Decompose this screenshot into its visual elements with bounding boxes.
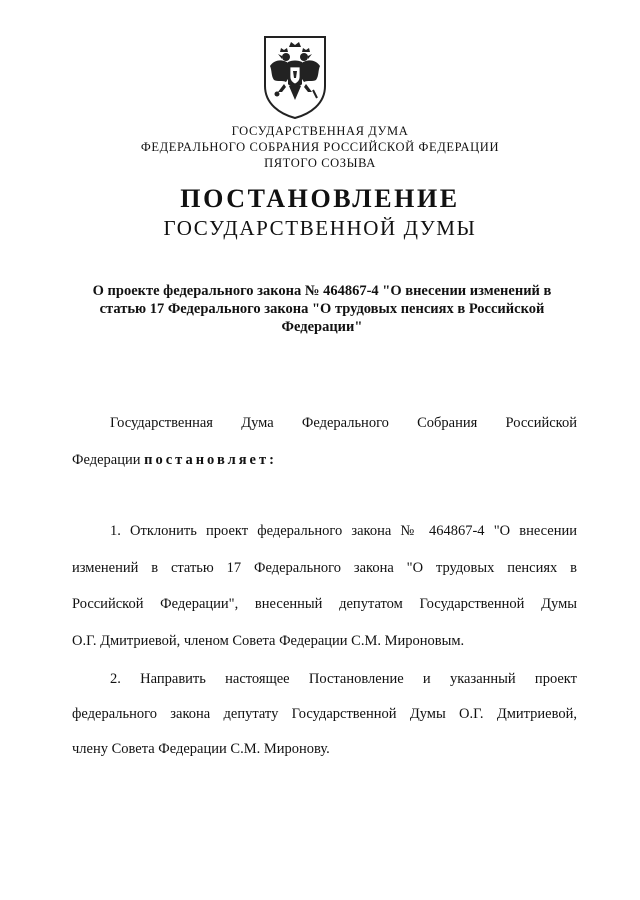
subject-line-1: О проекте федерального закона № 464867-4 "О внесении изменений в (92, 283, 552, 299)
subject-line-2: статью 17 Федерального закона "О трудовых пенсиях в Российской (99, 301, 545, 317)
document-issuer-title: ГОСУДАРСТВЕННОЙ ДУМЫ (163, 216, 477, 240)
item2-line-1: 2. Направить настоящее Постановление и указанный проект (110, 671, 577, 687)
preamble-line-1: Государственная Дума Федерального Собрания Российской (110, 415, 577, 431)
item2-line-2: федерального закона депутату Государственной Думы О.Г. Дмитриевой, (72, 706, 577, 722)
preamble-line-2-start: Федерации (72, 452, 145, 468)
resolution-item-1 (72, 513, 577, 659)
item2-line-3: члену Совета Федерации С.М. Миронову. (72, 741, 330, 757)
document-subject (72, 282, 572, 336)
item1-line-4: О.Г. Дмитриевой, членом Совета Федерации С.М. Мироновым. (72, 632, 465, 649)
preamble-line-2 (72, 442, 577, 479)
header-line-1: ГОСУДАРСТВЕННАЯ ДУМА (231, 124, 409, 138)
item1-line-3: Российской Федерации", внесенный депутатом Государственной Думы (72, 596, 577, 612)
item1-line-1: 1. Отклонить проект федерального закона № 464867-4 "О внесении (110, 523, 577, 539)
issuer-header (0, 123, 640, 171)
subject-line-3: Федерации" (281, 319, 363, 335)
resolution-item-2 (72, 662, 577, 767)
preamble-paragraph (72, 405, 577, 479)
item1-line-2: изменений в статью 17 Федерального закона "О трудовых пенсиях в (72, 559, 577, 576)
russian-coat-of-arms-icon (262, 34, 328, 120)
header-line-3: ПЯТОГО СОЗЫВА (264, 156, 376, 170)
document-type-title: ПОСТАНОВЛЕНИЕ (180, 184, 460, 213)
decree-verb: постановляет: (144, 452, 277, 468)
header-line-2: ФЕДЕРАЛЬНОГО СОБРАНИЯ РОССИЙСКОЙ ФЕДЕРАЦИИ (140, 140, 500, 154)
